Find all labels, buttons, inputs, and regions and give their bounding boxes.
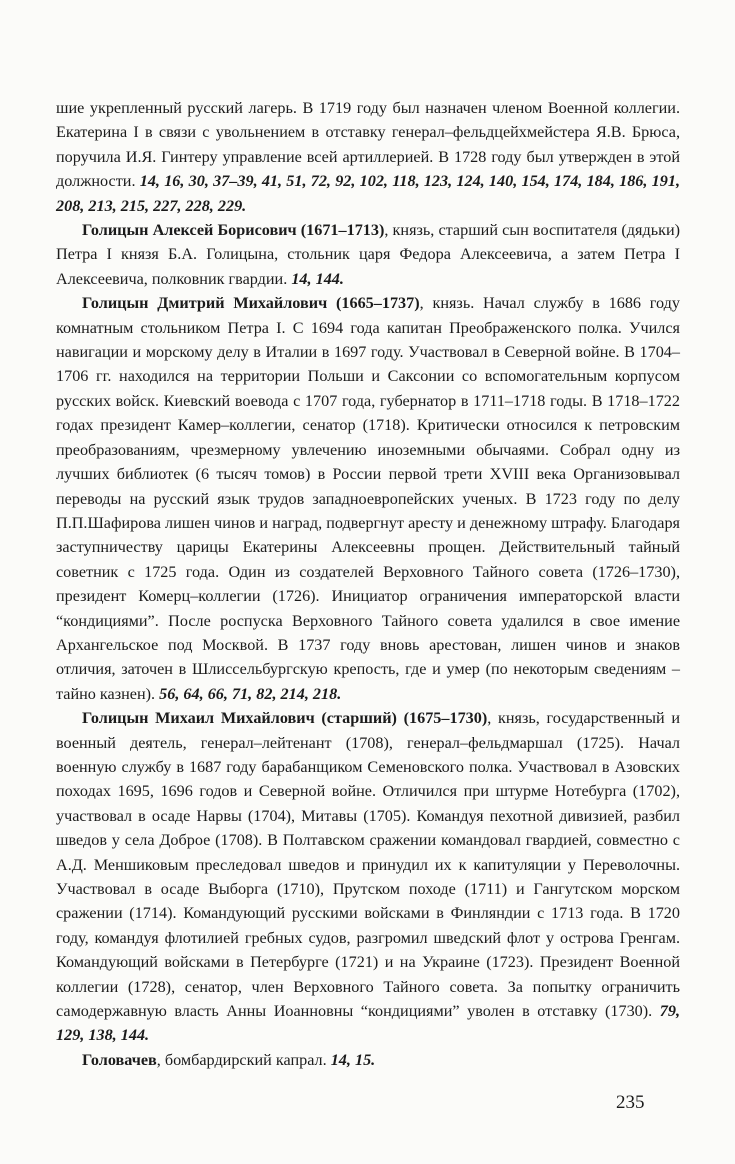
entry-body: шие укрепленный русский лагерь. В 1719 году был назначен членом Военной коллегии. Екатерина I в связи с увольнением в отставку генерал–фельдцейхмейстера Я.В. Брюса, поручила И.Я. Гинтеру управление всей артиллерией. В 1728 году был утвержден в этой должности. xyxy=(56,99,680,191)
entry-name: Голицын Михаил Михайлович (старший) (1675–1730) xyxy=(82,709,488,728)
entry-golitsyn-mikhail xyxy=(56,706,680,1048)
entry-body: , князь. Начал службу в 1686 году комнатным стольником Петра I. С 1694 года капитан Преображенского полка. Учился навигации и морскому делу в Италии в 1697 году. Участвовал в Северной войне. В 1704–1706 гг. находился на территории Польши и Саксонии со вспомогательным корпусом русских войск. Киевский воевода с 1707 года, губернатор в 1711–1718 годы. В 1718–1722 годах президент Камер–коллегии, сенатор (1718). Критически относился к петровским преобразованиям, чрезмерному увлечению иноземными обычаями. Собрал одну из лучших библиотек (6 тысяч томов) в России первой трети XVIII века Организовывал переводы на русский язык трудов западноевропейских ученых. В 1723 году по делу П.П.Шафирова лишен чинов и наград, подвергнут аресту и денежному штрафу. Благодаря заступничеству царицы Екатерины Алексеевны прощен. Действительный тайный советник с 1725 года. Один из создателей Верховного Тайного совета (1726–1730), президент Комерц–коллегии (1726). Инициатор ограничения императорской власти “кондициями”. После роспуска Верховного Тайного совета удалился в свое имение Архангельское под Москвой. В 1737 году вновь арестован, лишен чинов и знаков отличия, заточен в Шлиссельбургскую крепость, где и умер (по некоторым сведениям – тайно казнен). xyxy=(56,294,680,703)
page-number: 235 xyxy=(616,1092,645,1113)
entry-golovachev xyxy=(56,1048,680,1072)
text-body xyxy=(56,96,680,1072)
entry-golitsyn-dmitrii xyxy=(56,291,680,706)
entry-body: , князь, государственный и военный деятель, генерал–лейтенант (1708), генерал–фельдмаршал (1725). Начал военную службу в 1687 году барабанщиком Семеновского полка. Участвовал в Азовских походах 1695, 1696 годов и Северной войне. Отличился при штурме Нотебурга (1702), участвовал в осаде Нарвы (1704), Митавы (1705). Командуя пехотной дивизией, разбил шведов у села Доброе (1708). В Полтавском сражении командовал гвардией, совместно с А.Д. Меншиковым преследовал шведов и принудил их к капитуляции у Переволочны. Участвовал в осаде Выборга (1710), Прутском походе (1711) и Гангутском морском сражении (1714). Командующий русскими войсками в Финляндии с 1713 года. В 1720 году, командуя флотилией гребных судов, разгромил шведский флот у острова Гренгам. Командующий войсками в Петербурге (1721) и на Украине (1723). Президент Военной коллегии (1728), сенатор, член Верховного Тайного совета. За попытку ограничить самодержавную власть Анны Иоанновны “кондициями” уволен в отставку (1730). xyxy=(56,709,681,1021)
page-references: 79, 129, 138, 144. xyxy=(56,1002,680,1045)
entry-name: Головачев xyxy=(82,1050,157,1069)
entry-body: , бомбардирский капрал. xyxy=(156,1050,331,1069)
page-references: 14, 15. xyxy=(330,1050,376,1069)
entry-body: , князь, старший сын воспитателя (дядьки) Петра I князя Б.А. Голицына, стольник царя Федора Алексеевича, а затем Петра I Алексеевича, полковник гвардии. xyxy=(56,221,680,288)
page-references: 56, 64, 66, 71, 82, 214, 218. xyxy=(159,684,342,703)
entry-name: Голицын Алексей Борисович (1671–1713) xyxy=(82,221,385,240)
entry-name: Голицын Дмитрий Михайлович (1665–1737) xyxy=(82,294,420,313)
page-references: 14, 144. xyxy=(291,269,344,288)
entry-golitsyn-aleksei xyxy=(56,218,680,291)
continued-paragraph xyxy=(56,96,680,218)
page-references: 14, 16, 30, 37–39, 41, 51, 72, 92, 102, 118, 123, 124, 140, 154, 174, 184, 186, 191, 208, 213, 215, 227, 228, 229. xyxy=(56,172,680,215)
